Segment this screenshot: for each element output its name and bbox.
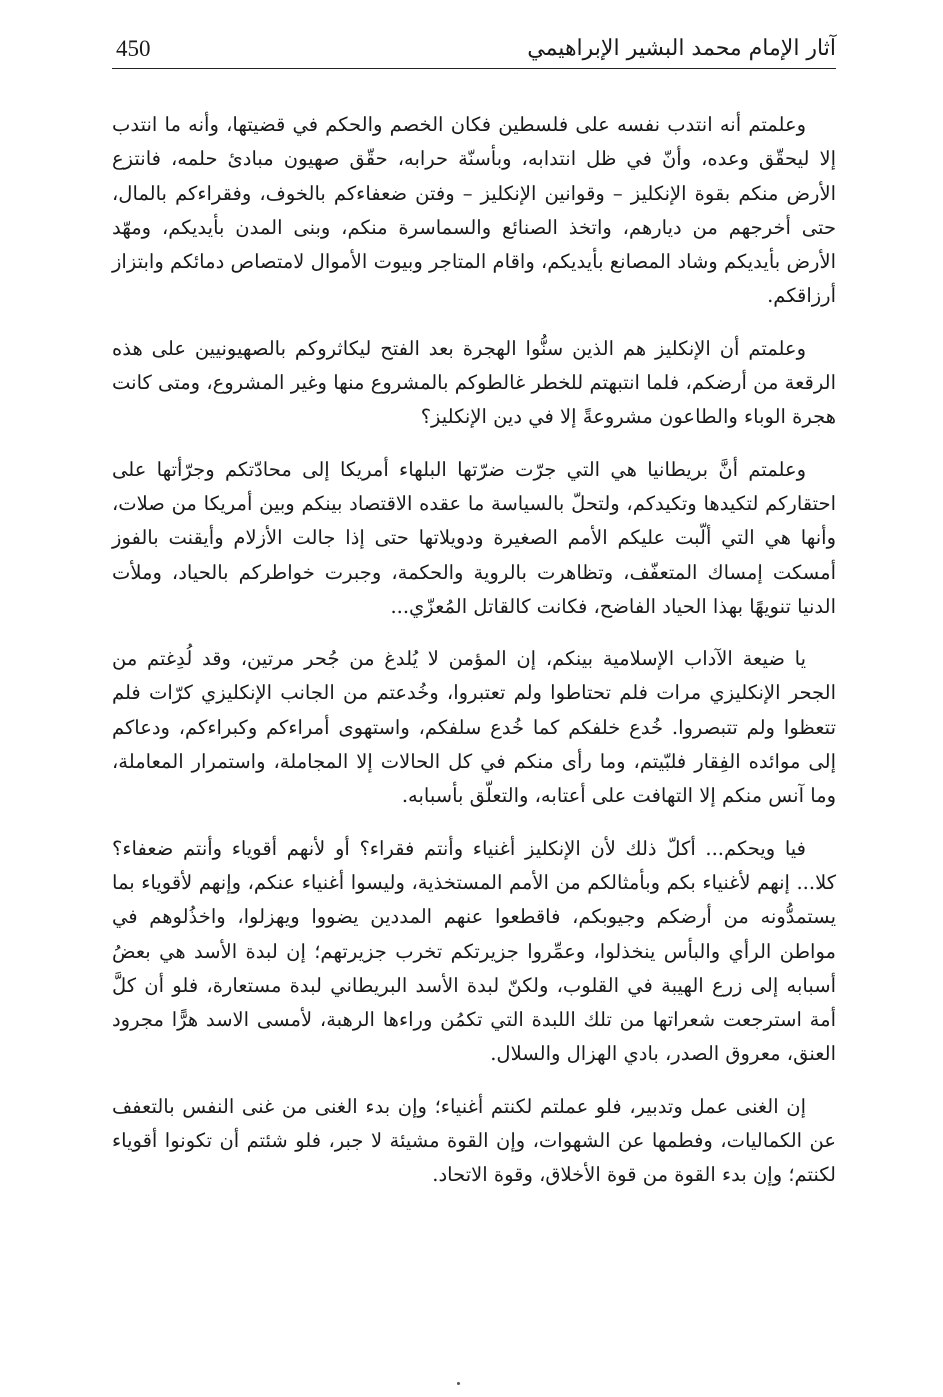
page-header <box>112 30 836 69</box>
paragraph: وعلمتم أنه انتدب نفسه على فلسطين فكان الخصم والحكم في قضيتها، وأنه ما انتدب إلا ليحقّق وعده، وأنّ في ظل انتدابه، وبأسنّة حرابه، حقّق صهيون مبادئ حلمه، فانتزع الأرض منكم بقوة الإنكليز – وقوانين الإنكليز – وفتن ضعفاءكم بالخوف، وفقراءكم بالمال، حتى أخرجهم من ديارهم، واتخذ الصنائع والسماسرة منكم، وبنى المدن بأيديكم، ومهّد الأرض بأيديكم وشاد المصانع بأيديكم، واقام المتاجر وبيوت الأموال لامتصاص دمائكم وابتزاز أرزاقكم. <box>112 113 836 308</box>
page-number: 450 <box>116 36 151 61</box>
paragraph: وعلمتم أنَّ بريطانيا هي التي جرّت ضرّتها البلهاء أمريكا إلى محادّتكم وجرّأتها على احتقاركم لتكيدها وتكيدكم، ولتحلّ بالسياسة ما عقده الاقتصاد بينكم وبين أمريكا من صلات، وأنها هي التي ألّبت عليكم الأمم الصغيرة ودويلاتها حتى إذا جالت الأزلام وأيقنت بالفوز أمسكت إمساك المتعفّف، وتظاهرت بالروية والحكمة، وجبرت خواطركم بالحياد، وملأت الدنيا تنويهًا بهذا الحياد الفاضح، فكانت كالقاتل المُعزّي... <box>112 457 836 618</box>
paragraph: فيا ويحكم... أكلّ ذلك لأن الإنكليز أغنياء وأنتم فقراء؟ أو لأنهم أقوياء وأنتم ضعفاء؟ كلا... إنهم لأغنياء بكم وبأمثالكم من الأمم المستخذية، وليسوا أغنياء عنكم، وإنهم لأقوياء بما يستمدُّونه من أرضكم وجيوبكم، فاقطعوا عنهم المددين يضووا ويهزلوا، واخذُلوهم في مواطن الرأي والبأس ينخذلوا، وعمِّروا جزيرتكم تخرب جزيرتهم؛ إن لبدة الأسد هي بعضُ أسبابه إلى زرع الهيبة في القلوب، ولكنّ لبدة الأسد البريطاني لبدة مستعارة، فلو أن كلَّ أمة استرجعت شعراتها من تلك اللبدة التي تكمُن وراءها الرهبة، لأمسى الاسد هرًّا مجرود العنق، معروق الصدر، بادي الهزال والسلال. <box>112 836 836 1066</box>
paragraph: إن الغنى عمل وتدبير، فلو عملتم لكنتم أغنياء؛ وإن بدء الغنى من غنى النفس بالتعفف عن الكماليات، وفطمها عن الشهوات، وإن القوة مشيئة لا جبر، فلو شئتم أن تكونوا أقوياء لكنتم؛ وإن بدء القوة من قوة الأخلاق، وقوة الاتحاد. <box>112 1094 836 1187</box>
scan-dot <box>457 1382 460 1385</box>
paragraph: يا ضيعة الآداب الإسلامية بينكم، إن المؤمن لا يُلدغ من جُحر مرتين، وقد لُدِغتم من الجحر الإنكليزي مرات فلم تحتاطوا ولم تعتبروا، وخُدعتم من الجانب الإنكليزي كرّات فلم تتعظوا ولم تتبصروا. خُدع خلفكم كما خُدع سلفكم، واستهوى أمراءكم وكبراءكم، ودعاكم إلى موائده الفِقار فلبّيتم، وما رأى منكم في كل الحالات إلا المجاملة، واستمرار المعاملة، وما آنس منكم إلا التهافت على أعتابه، والتعلّق بأسبابه. <box>112 647 836 808</box>
running-title: آثار الإمام محمد البشير الإبراهيمي <box>527 36 836 61</box>
body-text <box>112 108 836 1211</box>
paragraph: وعلمتم أن الإنكليز هم الذين سنُّوا الهجرة بعد الفتح ليكاثروكم بالصهيونيين على هذه الرقعة من أرضكم، فلما انتبهتم للخطر غالطوكم بالمشروع منها وغير المشروع، ومتى كانت هجرة الوباء والطاعون مشروعةً إلا في دين الإنكليز؟ <box>112 336 836 429</box>
